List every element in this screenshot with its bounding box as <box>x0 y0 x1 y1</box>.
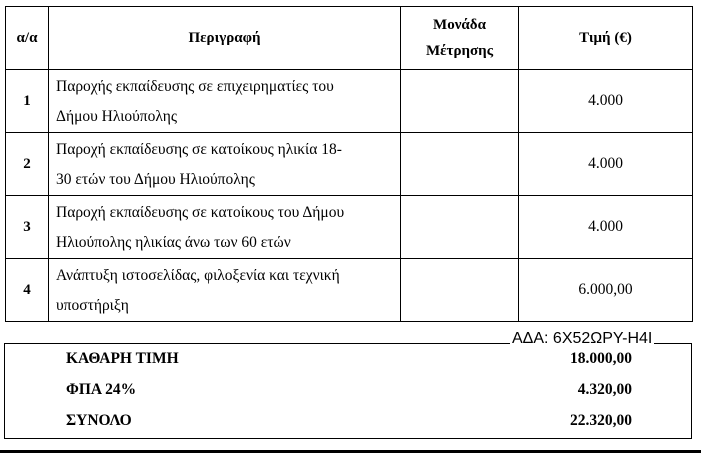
row-unit <box>401 70 519 133</box>
table-row <box>6 259 693 322</box>
row-unit <box>401 259 519 322</box>
row-index: 3 <box>6 196 49 259</box>
row-index: 1 <box>6 70 49 133</box>
row-unit <box>401 196 519 259</box>
net-price-label: ΚΑΘΑΡΗ ΤΙΜΗ <box>66 350 179 367</box>
grand-total-label: ΣΥΝΟΛΟ <box>66 412 132 429</box>
row-description <box>49 259 401 322</box>
row-description-line2: Δήμου Ηλιούπολης <box>56 108 177 125</box>
row-description-line1: Παροχή εκπαίδευσης σε κατοίκους του Δήμου <box>56 204 345 221</box>
row-description <box>49 196 401 259</box>
row-price: 6.000,00 <box>519 259 693 322</box>
totals-box <box>4 343 692 439</box>
pricing-table <box>5 6 693 322</box>
row-description-line2: 30 ετών του Δήμου Ηλιούπολης <box>56 171 255 188</box>
grand-total-row <box>5 406 691 437</box>
header-index: α/α <box>6 7 49 70</box>
table-row <box>6 196 693 259</box>
row-description-line1: Ανάπτυξη ιστοσελίδας, φιλοξενία και τεχνική <box>56 267 340 284</box>
row-description-line2: υποστήριξη <box>56 297 129 314</box>
row-description-line1: Παροχής εκπαίδευσης σε επιχειρηματίες του <box>56 78 334 95</box>
header-unit-line2: Μέτρησης <box>425 43 494 59</box>
vat-value: 4.320,00 <box>577 381 632 398</box>
table-row <box>6 133 693 196</box>
row-description-line2: Ηλιούπολης ηλικίας άνω των 60 ετών <box>56 234 291 251</box>
header-description: Περιγραφή <box>49 7 401 70</box>
row-index: 4 <box>6 259 49 322</box>
header-price: Τιμή (€) <box>519 7 693 70</box>
row-description <box>49 133 401 196</box>
row-unit <box>401 133 519 196</box>
header-unit <box>401 7 519 70</box>
row-price: 4.000 <box>519 196 693 259</box>
header-unit-line1: Μονάδα <box>433 17 486 33</box>
ada-stamp: ΑΔΑ: 6Χ52ΩΡΥ-Η4Ι <box>512 330 653 347</box>
row-price: 4.000 <box>519 70 693 133</box>
table-header-row <box>6 7 693 70</box>
net-price-value: 18.000,00 <box>570 350 632 367</box>
net-price-row <box>5 344 691 375</box>
row-description <box>49 70 401 133</box>
vat-row <box>5 375 691 406</box>
row-index: 2 <box>6 133 49 196</box>
table-row <box>6 70 693 133</box>
row-description-line1: Παροχή εκπαίδευσης σε κατοίκους ηλικία 18- <box>56 141 342 158</box>
vat-label: ΦΠΑ 24% <box>66 381 137 398</box>
grand-total-value: 22.320,00 <box>570 412 632 429</box>
row-price: 4.000 <box>519 133 693 196</box>
